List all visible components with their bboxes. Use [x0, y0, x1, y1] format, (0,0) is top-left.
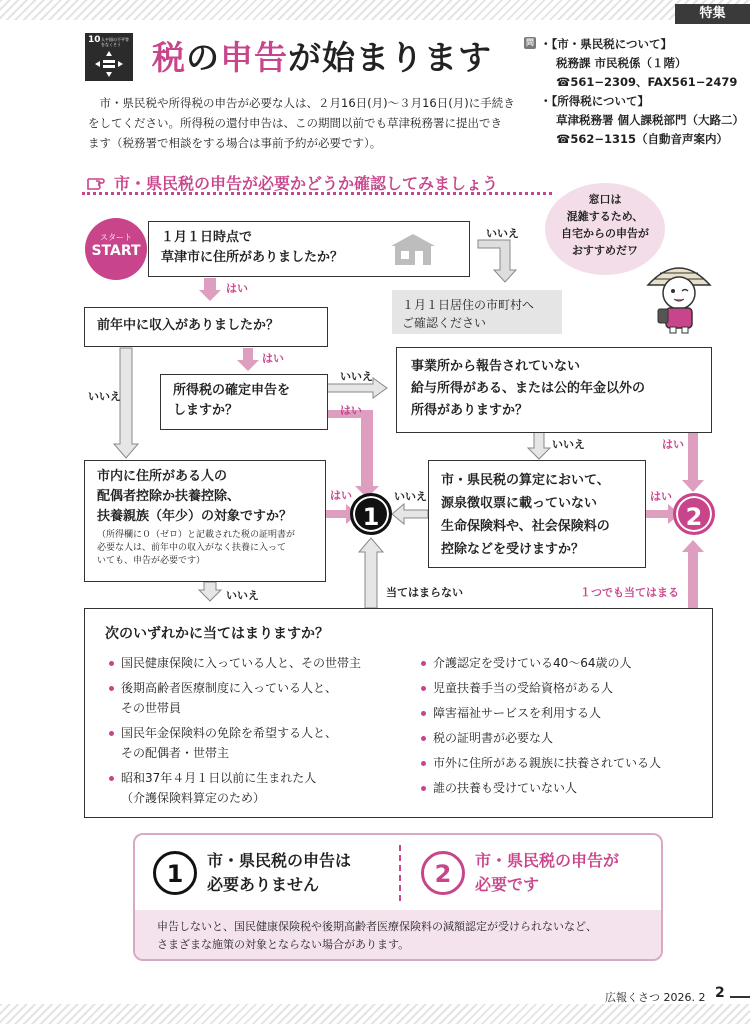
list-item — [109, 768, 399, 808]
question-income — [84, 307, 328, 347]
q5-line-2: 配偶者控除か扶養控除、 — [97, 489, 241, 504]
footer-rule — [730, 996, 750, 998]
checklist-question: 次のいずれかに当てはまりますか？ — [105, 626, 329, 642]
bubble-line-4: おすすめだワ — [571, 244, 639, 257]
list-item — [109, 678, 399, 718]
q4-line-2: 給与所得がある、または公的年金以外の — [411, 381, 646, 396]
list-item — [109, 653, 399, 673]
result-1-line-1: 市・県民税の申告は — [207, 851, 352, 870]
sdg-number: 10 — [88, 35, 101, 45]
outcome-node-1: 1 — [350, 493, 392, 535]
inquiry-mark: 問 — [526, 38, 534, 47]
result-2-text — [475, 849, 619, 897]
label-no-q6: いいえ — [394, 490, 427, 503]
q5-line-1: 市内に住所がある人の — [97, 469, 228, 484]
contact-line-4: ・【所得税について】 — [540, 94, 650, 108]
title-part-3: 申告 — [220, 38, 288, 77]
list-item-text-cont: その世帯員 — [121, 701, 182, 715]
q2-text: 前年中に収入がありましたか？ — [97, 318, 280, 333]
bubble-line-3: 自宅からの申告が — [561, 227, 649, 240]
list-item-text: 後期高齢者医療制度に入っている人と、 — [121, 681, 338, 695]
start-marker — [85, 218, 147, 280]
q6-line-1: 市・県民税の算定において、 — [441, 473, 610, 488]
result-note-line-2: さまざまな施策の対象とならない場合があります。 — [157, 938, 410, 951]
bottom-stripe — [0, 1004, 750, 1024]
q6-line-3: 生命保険料や、社会保険料の — [441, 519, 610, 534]
outcome-node-2: 2 — [673, 493, 715, 535]
section-tag: 特集 — [675, 4, 750, 24]
result-divider — [399, 845, 401, 901]
start-small-label: スタート — [100, 233, 132, 242]
page-number: 2 — [715, 985, 725, 1001]
q3-line-1: 所得税の確定申告を — [173, 383, 291, 398]
label-no-q5: いいえ — [226, 589, 259, 602]
checklist-right-column — [421, 653, 711, 803]
result-2-line-2: 必要です — [475, 875, 540, 894]
q6-line-4: 控除などを受けますか？ — [441, 542, 585, 557]
note-line-1: １月１日居住の市町村へ — [402, 298, 535, 312]
result-2-number: 2 — [421, 851, 465, 895]
criteria-checklist — [84, 608, 713, 818]
intro-line-1: 市・県民税や所得税の申告が必要な人は、２月16日(月)〜３月16日(月)に手続き — [99, 96, 515, 110]
checklist-left-column — [109, 653, 399, 813]
list-item: 税の証明書が必要な人 — [421, 728, 711, 748]
bubble-line-2: 混雑するため、 — [566, 210, 644, 223]
list-item-text: 国民健康保険に入っている人と、その世帯主 — [121, 656, 362, 670]
question-residence — [148, 221, 470, 277]
list-item: 誰の扶養も受けていない人 — [421, 778, 711, 798]
list-item-text-cont: その配偶者・世帯主 — [121, 746, 230, 760]
result-1-line-2: 必要ありません — [207, 875, 320, 894]
bubble-line-1: 窓口は — [588, 193, 622, 206]
result-panel — [133, 833, 663, 961]
list-item: 市外に住所がある親族に扶養されている人 — [421, 753, 711, 773]
label-yes-q1: はい — [226, 282, 248, 295]
list-item-text: 国民年金保険料の免除を希望する人と、 — [121, 726, 338, 740]
label-no-q1: いいえ — [486, 227, 519, 240]
question-dependent — [84, 460, 326, 582]
section-heading-text: 市・県民税の申告が必要かどうか確認してみましょう — [114, 174, 499, 193]
contact-line-6: ☎562−1315（自動音声案内） — [556, 132, 728, 146]
title-part-2: の — [186, 38, 220, 77]
contact-line-1: ・【市・県民税について】 — [540, 37, 673, 51]
q1-line-1: １月１日時点で — [161, 230, 253, 245]
result-1-text — [207, 849, 351, 897]
note-contact-municipality — [392, 290, 562, 334]
label-no-q4: いいえ — [552, 438, 585, 451]
note-line-2: ご確認ください — [402, 316, 487, 330]
start-label: START — [91, 243, 141, 259]
label-yes-q4: はい — [662, 438, 684, 451]
result-1-number: 1 — [153, 851, 197, 895]
q4-line-3: 所得がありますか？ — [411, 403, 529, 418]
q5-note-line-3: いても、申告が必要です） — [97, 556, 206, 566]
label-any-applicable: １つでも当てはまる — [580, 586, 679, 599]
contact-line-3: ☎561−2309、FAX561−2479 — [556, 75, 738, 89]
list-item-text: 昭和37年４月１日以前に生まれた人 — [121, 771, 317, 785]
result-note — [135, 910, 661, 961]
result-2-line-1: 市・県民税の申告が — [475, 851, 620, 870]
q4-line-1: 事業所から報告されていない — [411, 359, 581, 374]
intro-line-3: ます（税務署で相談をする場合は事前予約が必要です）。 — [88, 136, 382, 150]
contact-line-2: 税務課 市民税係（１階） — [556, 56, 687, 70]
result-outcomes — [135, 835, 661, 910]
q5-line-3: 扶養親族（年少）の対象ですか？ — [97, 509, 293, 524]
label-yes-q3: はい — [340, 404, 362, 417]
list-item: 介護認定を受けている40〜64歳の人 — [421, 653, 711, 673]
q3-line-2: しますか？ — [173, 403, 239, 418]
question-tax-return — [160, 374, 328, 430]
label-no-q3: いいえ — [340, 370, 373, 383]
title-part-1: 税 — [152, 38, 186, 77]
q1-line-2: 草津市に住所がありましたか？ — [161, 250, 344, 265]
house-icon — [387, 232, 439, 266]
result-note-line-1: 申告しないと、国民健康保険税や後期高齢者医療保険料の減額認定が受けられないなど、 — [157, 920, 597, 933]
sdg-label: 人や国の不平等をなくそう — [101, 37, 129, 47]
q5-note-line-2: 必要な人は、前年中の収入がなく扶養に入って — [97, 543, 287, 553]
label-yes-q6: はい — [650, 490, 672, 503]
list-item: 障害福祉サービスを利用する人 — [421, 703, 711, 723]
question-deductions — [428, 460, 646, 568]
label-no-q2: いいえ — [88, 390, 121, 403]
label-yes-q2: はい — [262, 352, 284, 365]
contact-line-5: 草津税務署 個人課税部門（大路二） — [556, 113, 745, 127]
list-item: 児童扶養手当の受給資格がある人 — [421, 678, 711, 698]
list-item — [109, 723, 399, 763]
label-yes-q5: はい — [330, 489, 352, 502]
q5-note — [97, 529, 313, 568]
intro-line-2: をしてください。所得税の還付申告は、この期間以前でも草津税務署に提出でき — [88, 116, 502, 130]
q6-line-2: 源泉徴収票に載っていない — [441, 496, 598, 511]
q5-note-line-1: （所得欄に０（ゼロ）と記載された税の証明書が — [97, 530, 296, 540]
publication-name: 広報くさつ 2026. 2 — [605, 991, 706, 1004]
list-item-text-cont: （介護保険料算定のため） — [121, 791, 266, 805]
title-part-4: が始まります — [288, 38, 492, 77]
question-other-income — [396, 347, 712, 433]
label-not-applicable: 当てはまらない — [386, 586, 463, 599]
